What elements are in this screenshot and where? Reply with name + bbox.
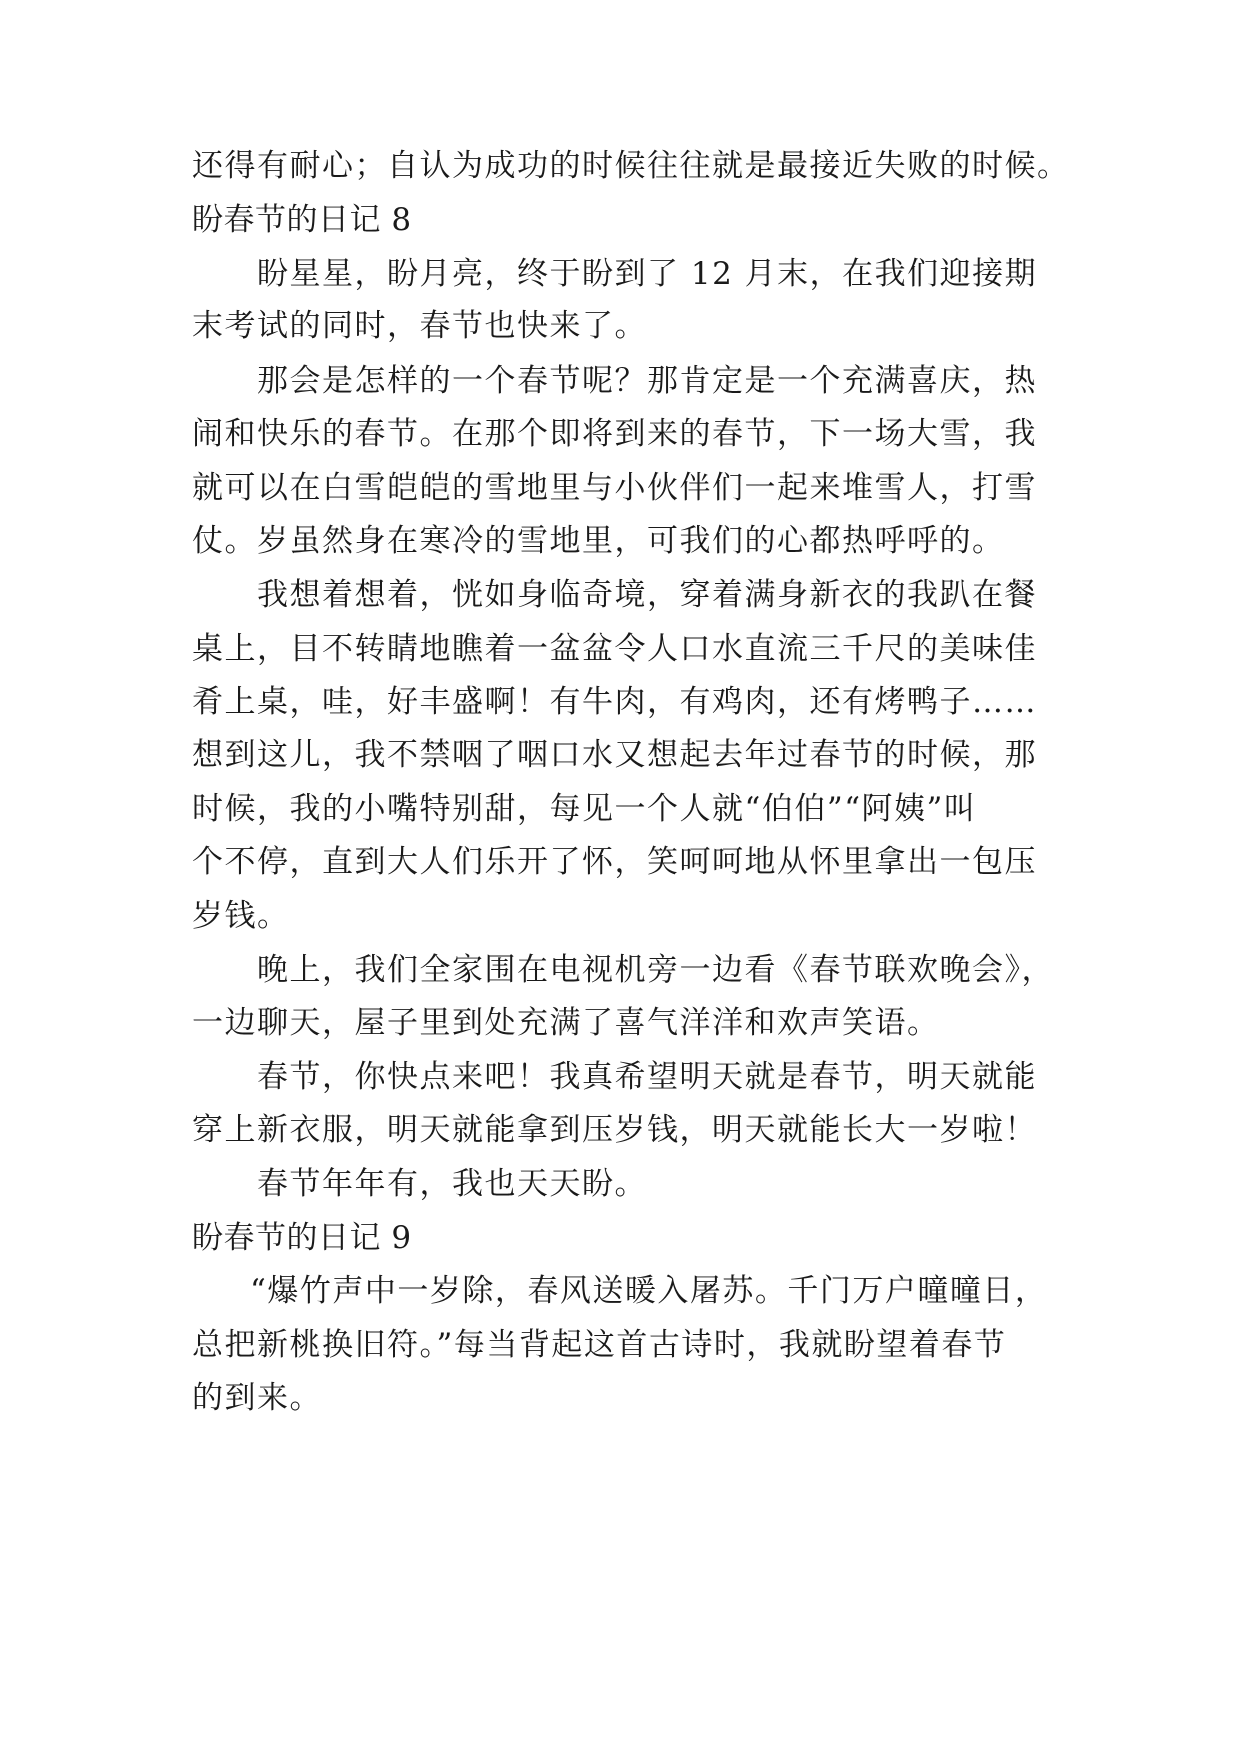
text-line: 穿上新衣服，明天就能拿到压岁钱，明天就能长大一岁啦！ (192, 1112, 1037, 1148)
text-line: 春节，你快点来吧！我真希望明天就是春节，明天就能 (257, 1059, 1037, 1095)
text-line: 还得有耐心；自认为成功的时候往往就是最接近失败的时候。 (192, 148, 1070, 184)
text-line: 盼星星，盼月亮，终于盼到了 12 月末，在我们迎接期 (257, 256, 1038, 292)
text-line: 的到来。 (192, 1380, 322, 1416)
text-line: 肴上桌，哇，好丰盛啊！有牛肉，有鸡肉，还有烤鸭子…… (192, 684, 1037, 720)
section-heading: 盼春节的日记 8 (192, 202, 412, 238)
text-line: 就可以在白雪皑皑的雪地里与小伙伴们一起来堆雪人，打雪 (192, 470, 1037, 506)
text-line: 闹和快乐的春节。在那个即将到来的春节，下一场大雪，我 (192, 416, 1037, 452)
text-line: 末考试的同时，春节也快来了。 (192, 308, 647, 344)
text-line: 春节年年有，我也天天盼。 (257, 1166, 647, 1202)
text-line: 时候，我的小嘴特别甜，每见一个人就“伯伯”“阿姨”叫 (192, 791, 977, 827)
text-line: 晚上，我们全家围在电视机旁一边看《春节联欢晚会》， (257, 952, 1054, 988)
text-line: 仗。岁虽然身在寒冷的雪地里，可我们的心都热呼呼的。 (192, 523, 1005, 559)
text-line: “爆竹声中一岁除，春风送暖入屠苏。千门万户曈曈日， (250, 1273, 1048, 1309)
text-line: 那会是怎样的一个春节呢？那肯定是一个充满喜庆，热 (257, 363, 1037, 399)
text-line: 个不停，直到大人们乐开了怀，笑呵呵地从怀里拿出一包压 (192, 844, 1037, 880)
section-heading: 盼春节的日记 9 (192, 1220, 412, 1256)
text-line: 我想着想着，恍如身临奇境，穿着满身新衣的我趴在餐 (257, 577, 1037, 613)
text-line: 总把新桃换旧符。”每当背起这首古诗时，我就盼望着春节 (192, 1327, 1007, 1363)
text-line: 想到这儿，我不禁咽了咽口水又想起去年过春节的时候，那 (192, 737, 1037, 773)
text-line: 一边聊天，屋子里到处充满了喜气洋洋和欢声笑语。 (192, 1005, 940, 1041)
text-line: 岁钱。 (192, 898, 290, 934)
text-line: 桌上，目不转睛地瞧着一盆盆令人口水直流三千尺的美味佳 (192, 631, 1037, 667)
